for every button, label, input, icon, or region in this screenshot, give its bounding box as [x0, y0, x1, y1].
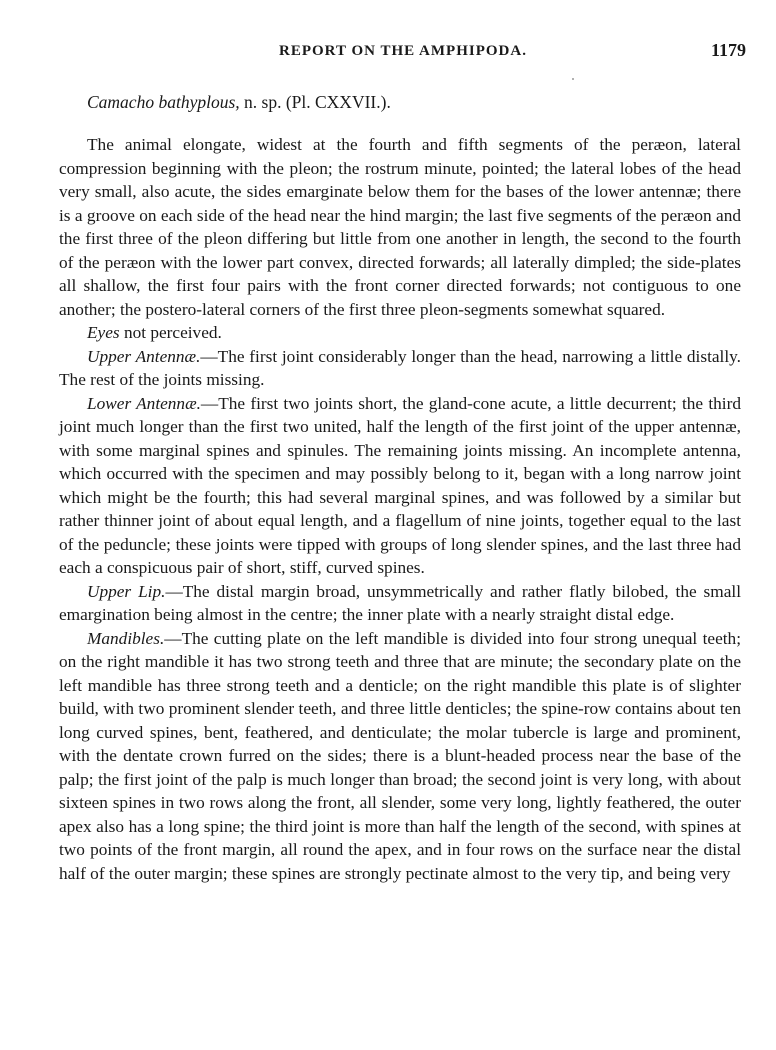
- paragraph-text: The animal elongate, widest at the fourth and fifth segments of the peræon, lateral compression beginning with the pleon; the rostrum minute, pointed; the lateral lobes of the head very small, also acute, the sides emarginate below them for the bases of the lower antennæ; there is a groove on each side of the head near the hind margin; the last five segments of the peræon and the first three of the pleon differing but little from one another in length, the second to the fourth of the peræon with the lower part convex, directed forwards; all laterally dimpled; the side-plates all shallow, the first four pairs with the front corner directed forwards; not contiguous to one another; the postero-lateral corners of the first three pleon-segments somewhat squared.: [59, 135, 741, 319]
- speck-mark: [572, 78, 574, 80]
- paragraph-lead: Upper Antennæ.: [87, 346, 201, 366]
- paragraph-lead: Upper Lip.: [87, 581, 166, 601]
- running-title: REPORT ON THE AMPHIPODA.: [279, 43, 527, 59]
- paragraph-text: —The cutting plate on the left mandible is divided into four strong unequal teeth; on the right mandible it has two strong teeth and three that are minute; the secondary plate on the left mandible has three strong teeth and a denticle; on the right mandible this plate is of slighter build, with two prominent slender teeth, and three little denticles; the spine-row contains about ten long curved spines, bent, feathered, and denticulate; the molar tubercle is large and prominent, with the dentate crown furred on the sides; there is a blunt-headed process near the base of the palp; the first joint of the palp is much longer than broad; the second joint is very long, with about sixteen spines in two rows along the front, all slender, some very long, lightly feathered, the outer apex also has a long spine; the third joint is more than half the length of the second, with spines at two points of the front margin, all round the apex, and in four rows on the surface near the distal half of the outer margin; these spines are strongly pectinate almost to the very tip, and being very: [59, 628, 741, 883]
- paragraph-upper-antennae: [59, 345, 741, 392]
- page-number: 1179: [710, 40, 746, 60]
- paragraph-lead: Mandibles.: [87, 628, 165, 648]
- paragraph-text: —The distal margin broad, unsymmetrically and rather flatly bilobed, the small emargination being almost in the centre; the inner plate with a nearly straight distal edge.: [59, 581, 741, 624]
- species-heading: [87, 92, 391, 113]
- paragraph-text: —The first joint considerably longer than the head, narrowing a little distally. The rest of the joints missing.: [59, 346, 741, 389]
- paragraph-description: [59, 133, 741, 321]
- species-name: Camacho bathyplous,: [87, 92, 240, 112]
- paragraph-lead: Eyes: [87, 323, 120, 342]
- paragraph-text: —The first two joints short, the gland-cone acute, a little decurrent; the third joint much longer than the first two united, half the length of the first joint of the upper antennæ, with some marginal spines and spinules. The remaining joints missing. An incomplete antenna, which occurred with the specimen and may possibly belong to it, began with a long narrow joint which might be the fourth; this had several marginal spines, and was followed by a similar but rather thinner joint of about equal length, and a flagellum of nine joints, together equal to the last of the peduncle; these joints were tipped with groups of long slender spines, and the last three had each a conspicuous pair of short, stiff, curved spines.: [59, 393, 741, 577]
- body-text: [59, 133, 741, 885]
- paragraph-lower-antennae: [59, 392, 741, 580]
- paragraph-lead: Lower Antennæ.: [87, 393, 201, 413]
- paragraph-mandibles: [59, 627, 741, 886]
- species-heading-suffix: n. sp. (Pl. CXXVII.).: [239, 92, 391, 112]
- page-header: [60, 40, 746, 66]
- paragraph-text: not perceived.: [119, 323, 222, 342]
- paragraph-eyes: [59, 321, 741, 345]
- paragraph-upper-lip: [59, 580, 741, 627]
